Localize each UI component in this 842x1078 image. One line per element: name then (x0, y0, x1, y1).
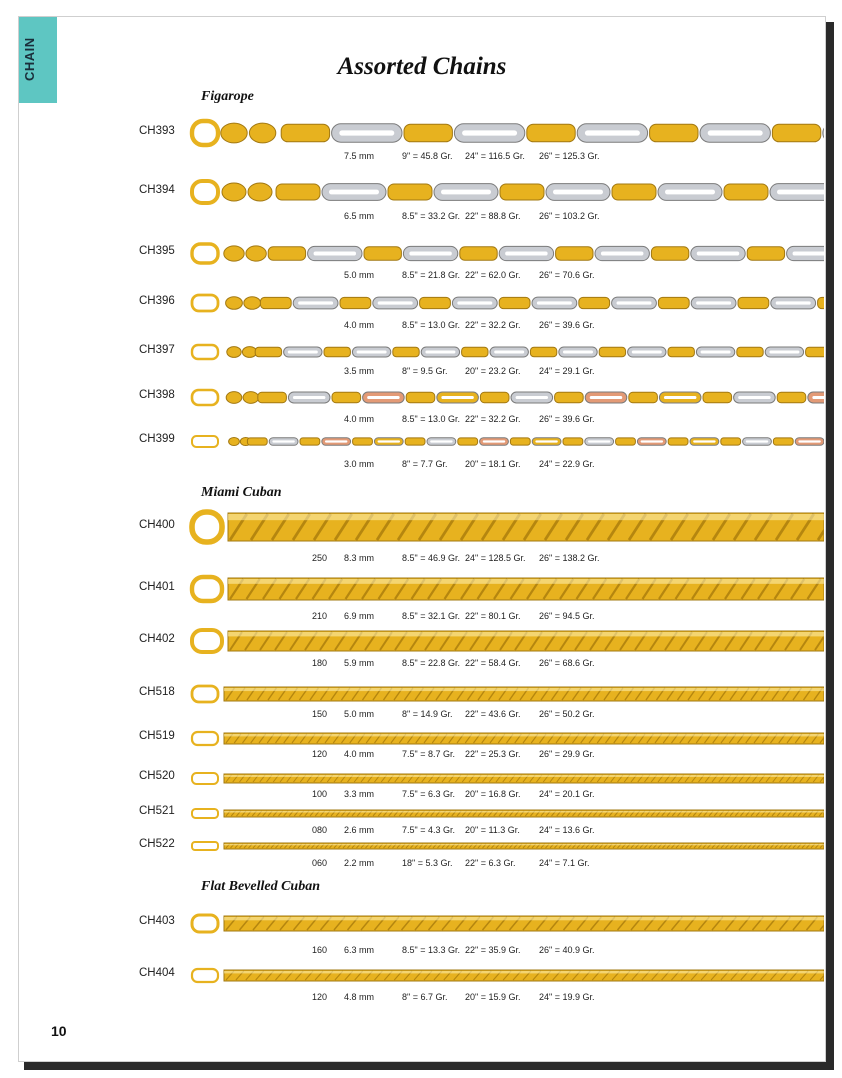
size-code: 120 (312, 749, 328, 759)
weight-long: 24" = 19.9 Gr. (539, 992, 595, 1002)
link-opening (329, 190, 379, 195)
section-heading: Figarope (201, 89, 254, 104)
link-opening (793, 251, 824, 255)
link-opening (553, 190, 603, 195)
link-opening (494, 351, 524, 354)
rope-segment (499, 297, 530, 308)
rope-segment (300, 437, 320, 444)
weight-long: 24" = 7.1 Gr. (539, 858, 590, 868)
size-code: 100 (312, 789, 328, 799)
rope-segment (556, 246, 593, 260)
weight-long: 26" = 40.9 Gr. (539, 945, 595, 955)
chain-image (184, 573, 824, 605)
rope-segment (563, 437, 583, 444)
weight-mid: 22" = 80.1 Gr. (465, 611, 521, 621)
clasp (192, 809, 218, 818)
rope-segment (527, 124, 575, 142)
chain-image (184, 177, 824, 207)
rope-segment (806, 347, 824, 357)
rope-segment (420, 297, 451, 308)
product-code: CH520 (139, 770, 175, 782)
chain-link (226, 391, 242, 403)
weight-mid: 22" = 58.4 Gr. (465, 658, 521, 668)
product-code: CH393 (139, 125, 175, 137)
link-opening (696, 301, 731, 304)
chain-link (242, 347, 256, 358)
weight-mid: 22" = 25.3 Gr. (465, 749, 521, 759)
weight-mid: 20" = 15.9 Gr. (465, 992, 521, 1002)
link-opening (738, 395, 771, 398)
rope-segment (353, 437, 373, 444)
link-opening (697, 251, 740, 255)
rope-segment (650, 124, 698, 142)
link-opening (563, 351, 593, 354)
link-opening (462, 130, 517, 135)
link-opening (798, 440, 821, 442)
chain-link (246, 245, 266, 260)
chain-link (224, 245, 244, 260)
product-code: CH521 (139, 805, 175, 817)
link-opening (409, 251, 452, 255)
clasp (192, 390, 218, 405)
chain-link (243, 391, 259, 403)
chain-image (184, 291, 824, 315)
clasp (192, 732, 218, 745)
chain-image (184, 240, 824, 267)
rope-segment (818, 297, 824, 308)
weight-mid: 22" = 6.3 Gr. (465, 858, 516, 868)
weight-short: 8.5" = 21.8 Gr. (402, 270, 460, 280)
width-mm: 4.0 mm (344, 749, 375, 759)
width-mm: 4.0 mm (344, 320, 375, 330)
link-opening (632, 351, 662, 354)
weight-short: 18" = 5.3 Gr. (402, 858, 453, 868)
product-code: CH394 (139, 184, 175, 196)
chain-highlight (224, 775, 824, 777)
link-opening (664, 395, 697, 398)
link-opening (505, 251, 548, 255)
width-mm: 3.0 mm (344, 459, 375, 469)
weight-short: 7.5" = 6.3 Gr. (402, 789, 455, 799)
chain-highlight (224, 971, 824, 973)
product-code: CH398 (139, 389, 175, 401)
product-code: CH519 (139, 730, 175, 742)
weight-mid: 20" = 16.8 Gr. (465, 789, 521, 799)
rope-segment (616, 437, 636, 444)
weight-long: 26" = 103.2 Gr. (539, 211, 600, 221)
clasp (192, 630, 222, 652)
chain-highlight (224, 734, 824, 736)
section-heading: Miami Cuban (201, 485, 282, 500)
weight-short: 8.5" = 13.0 Gr. (402, 320, 460, 330)
weight-long: 24" = 22.9 Gr. (539, 459, 595, 469)
rope-segment (773, 437, 793, 444)
link-opening (441, 190, 491, 195)
chain-link (227, 347, 241, 358)
weight-long: 24" = 29.1 Gr. (539, 366, 595, 376)
link-opening (641, 440, 664, 442)
rope-segment (462, 347, 488, 357)
width-mm: 5.0 mm (344, 709, 375, 719)
link-opening (430, 440, 453, 442)
chain-highlight (224, 811, 824, 813)
width-mm: 3.3 mm (344, 789, 375, 799)
weight-long: 26" = 29.9 Gr. (539, 749, 595, 759)
link-opening (665, 190, 715, 195)
chain-band (224, 843, 824, 849)
chain-link (221, 123, 247, 143)
width-mm: 4.0 mm (344, 414, 375, 424)
chain-image (184, 682, 824, 706)
size-code: 060 (312, 858, 328, 868)
link-opening (776, 301, 811, 304)
width-mm: 2.2 mm (344, 858, 375, 868)
chain-highlight (224, 917, 824, 920)
chain-image (184, 508, 824, 546)
clasp (192, 686, 218, 702)
chain-image (184, 626, 824, 656)
rope-segment (458, 437, 478, 444)
weight-short: 8.5" = 22.8 Gr. (402, 658, 460, 668)
product-code: CH402 (139, 633, 175, 645)
product-code: CH396 (139, 295, 175, 307)
link-opening (483, 440, 506, 442)
clasp (192, 773, 218, 784)
rope-segment (724, 184, 768, 200)
rope-segment (268, 246, 305, 260)
weight-short: 8.5" = 13.0 Gr. (402, 414, 460, 424)
weight-mid: 22" = 35.9 Gr. (465, 945, 521, 955)
weight-short: 8" = 7.7 Gr. (402, 459, 448, 469)
clasp (192, 345, 218, 359)
link-opening (357, 351, 387, 354)
weight-mid: 20" = 18.1 Gr. (465, 459, 521, 469)
rope-segment (324, 347, 350, 357)
rope-segment (579, 297, 610, 308)
chain-link (249, 123, 275, 143)
link-opening (769, 351, 799, 354)
link-opening (617, 301, 652, 304)
clasp (192, 577, 222, 601)
rope-segment (747, 246, 784, 260)
size-code: 250 (312, 553, 328, 563)
link-opening (516, 395, 549, 398)
weight-mid: 22" = 32.2 Gr. (465, 320, 521, 330)
size-code: 160 (312, 945, 328, 955)
chain-image (184, 117, 824, 149)
clasp (192, 915, 218, 932)
link-opening (425, 351, 455, 354)
width-mm: 5.0 mm (344, 270, 375, 280)
width-mm: 5.9 mm (344, 658, 375, 668)
chain-link (229, 437, 240, 445)
weight-short: 7.5" = 8.7 Gr. (402, 749, 455, 759)
width-mm: 7.5 mm (344, 151, 375, 161)
chain-image (184, 386, 824, 409)
width-mm: 8.3 mm (344, 553, 375, 563)
weight-short: 8" = 14.9 Gr. (402, 709, 453, 719)
weight-mid: 20" = 23.2 Gr. (465, 366, 521, 376)
chain-link (244, 297, 261, 310)
chain-image (184, 838, 824, 854)
chain-highlight (224, 688, 824, 691)
link-opening (272, 440, 295, 442)
weight-long: 26" = 50.2 Gr. (539, 709, 595, 719)
weight-short: 8.5" = 46.9 Gr. (402, 553, 460, 563)
product-code: CH395 (139, 245, 175, 257)
product-code: CH397 (139, 344, 175, 356)
rope-segment (772, 124, 820, 142)
link-opening (746, 440, 769, 442)
rope-segment (404, 124, 452, 142)
rope-segment (255, 347, 281, 357)
link-opening (585, 130, 640, 135)
weight-mid: 22" = 43.6 Gr. (465, 709, 521, 719)
weight-long: 26" = 94.5 Gr. (539, 611, 595, 621)
section-heading: Flat Bevelled Cuban (201, 879, 320, 894)
size-code: 150 (312, 709, 328, 719)
weight-long: 26" = 125.3 Gr. (539, 151, 600, 161)
rope-segment (629, 392, 658, 402)
rope-segment (737, 347, 763, 357)
rope-segment (612, 184, 656, 200)
rope-segment (393, 347, 419, 357)
clasp (192, 512, 222, 542)
link-opening (457, 301, 492, 304)
chain-link (222, 183, 246, 201)
rope-segment (738, 297, 769, 308)
weight-short: 7.5" = 4.3 Gr. (402, 825, 455, 835)
rope-segment (340, 297, 371, 308)
chain-highlight (224, 844, 824, 845)
weight-short: 8.5" = 13.3 Gr. (402, 945, 460, 955)
width-mm: 6.9 mm (344, 611, 375, 621)
product-code: CH522 (139, 838, 175, 850)
weight-short: 8" = 9.5 Gr. (402, 366, 448, 376)
weight-short: 9" = 45.8 Gr. (402, 151, 453, 161)
rope-segment (668, 437, 688, 444)
product-code: CH399 (139, 433, 175, 445)
chain-highlight (228, 579, 824, 584)
link-opening (535, 440, 558, 442)
chain-image (184, 805, 824, 822)
width-mm: 3.5 mm (344, 366, 375, 376)
rope-segment (281, 124, 329, 142)
rope-segment (555, 392, 584, 402)
link-opening (325, 440, 348, 442)
rope-segment (276, 184, 320, 200)
weight-mid: 22" = 32.2 Gr. (465, 414, 521, 424)
chain-image (184, 341, 824, 363)
link-opening (693, 440, 716, 442)
link-opening (314, 251, 357, 255)
size-code: 120 (312, 992, 328, 1002)
size-code: 180 (312, 658, 328, 668)
rope-segment (599, 347, 625, 357)
link-opening (367, 395, 400, 398)
weight-long: 26" = 68.6 Gr. (539, 658, 595, 668)
figaro-link (823, 124, 824, 142)
link-opening (701, 351, 731, 354)
width-mm: 4.8 mm (344, 992, 375, 1002)
link-opening (601, 251, 644, 255)
product-code: CH400 (139, 519, 175, 531)
rope-segment (668, 347, 694, 357)
chain-image (184, 965, 824, 986)
chain-image (184, 432, 824, 451)
weight-long: 24" = 13.6 Gr. (539, 825, 595, 835)
chain-link (226, 297, 243, 310)
chain-image (184, 769, 824, 788)
chain-highlight (228, 632, 824, 636)
weight-mid: 22" = 62.0 Gr. (465, 270, 521, 280)
size-code: 080 (312, 825, 328, 835)
width-mm: 6.3 mm (344, 945, 375, 955)
product-code: CH404 (139, 967, 175, 979)
rope-segment (530, 347, 556, 357)
link-opening (590, 395, 623, 398)
width-mm: 6.5 mm (344, 211, 375, 221)
weight-mid: 22" = 88.8 Gr. (465, 211, 521, 221)
clasp (192, 181, 218, 203)
clasp (192, 295, 218, 311)
link-opening (298, 301, 333, 304)
rope-segment (703, 392, 732, 402)
rope-segment (364, 246, 401, 260)
product-code: CH401 (139, 581, 175, 593)
clasp (192, 842, 218, 850)
weight-mid: 24" = 128.5 Gr. (465, 553, 526, 563)
clasp (192, 436, 218, 447)
link-opening (441, 395, 474, 398)
link-opening (293, 395, 326, 398)
weight-long: 26" = 70.6 Gr. (539, 270, 595, 280)
weight-mid: 24" = 116.5 Gr. (465, 151, 525, 161)
weight-short: 8" = 6.7 Gr. (402, 992, 448, 1002)
clasp (192, 244, 218, 263)
size-code: 210 (312, 611, 328, 621)
weight-long: 26" = 138.2 Gr. (539, 553, 600, 563)
clasp (192, 969, 218, 982)
rope-segment (247, 437, 267, 444)
width-mm: 2.6 mm (344, 825, 375, 835)
product-code: CH518 (139, 686, 175, 698)
link-opening (288, 351, 318, 354)
rope-segment (721, 437, 741, 444)
page-title: Assorted Chains (337, 53, 507, 80)
rope-segment (332, 392, 361, 402)
rope-segment (460, 246, 497, 260)
rope-segment (651, 246, 688, 260)
link-opening (708, 130, 763, 135)
rope-segment (406, 392, 435, 402)
weight-short: 8.5" = 32.1 Gr. (402, 611, 460, 621)
rope-segment (405, 437, 425, 444)
category-tab-label: CHAIN (22, 37, 37, 81)
rope-segment (510, 437, 530, 444)
clasp (192, 121, 218, 145)
link-opening (588, 440, 611, 442)
chain-link (248, 183, 272, 201)
link-opening (378, 301, 413, 304)
weight-long: 24" = 20.1 Gr. (539, 789, 595, 799)
rope-segment (500, 184, 544, 200)
rope-segment (260, 297, 291, 308)
rope-segment (480, 392, 509, 402)
chain-image (184, 728, 824, 749)
rope-segment (388, 184, 432, 200)
rope-segment (777, 392, 806, 402)
weight-long: 26" = 39.6 Gr. (539, 414, 595, 424)
link-opening (777, 190, 824, 195)
rope-segment (658, 297, 689, 308)
page-number: 10 (51, 1023, 67, 1039)
catalog-page (18, 16, 826, 1062)
link-opening (812, 395, 824, 398)
link-opening (339, 130, 394, 135)
chain-highlight (228, 514, 824, 520)
link-opening (537, 301, 572, 304)
chain-image (184, 911, 824, 936)
weight-long: 26" = 39.6 Gr. (539, 320, 595, 330)
rope-segment (258, 392, 287, 402)
weight-mid: 20" = 11.3 Gr. (465, 825, 520, 835)
link-opening (378, 440, 401, 442)
product-code: CH403 (139, 915, 175, 927)
weight-short: 8.5" = 33.2 Gr. (402, 211, 460, 221)
